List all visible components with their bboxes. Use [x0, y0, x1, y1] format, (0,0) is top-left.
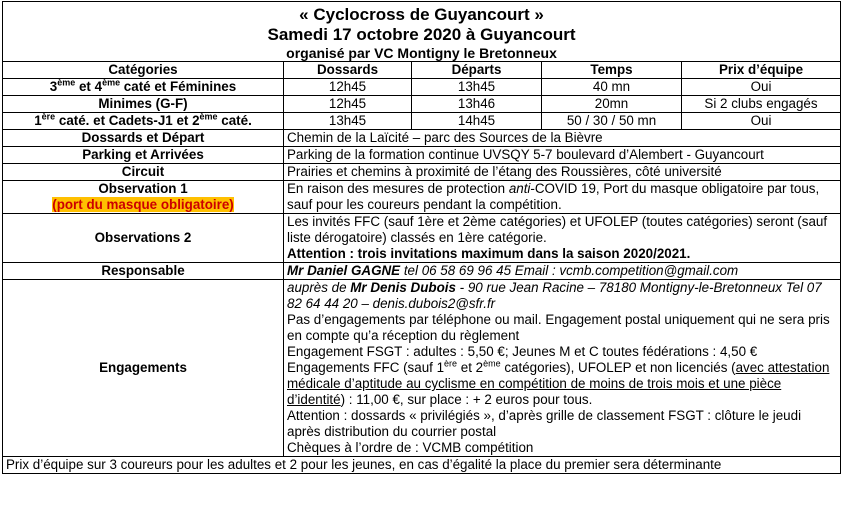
- info-label: Engagements: [3, 280, 284, 457]
- header-temps: Temps: [542, 62, 682, 79]
- category-cell: 1ère caté. et Cadets-J1 et 2ème caté.: [3, 113, 284, 130]
- dossards-cell: 12h45: [284, 96, 412, 113]
- info-value: Prairies et chemins à proximité de l’étang des Roussières, côté université: [284, 164, 841, 181]
- departs-cell: 13h46: [412, 96, 542, 113]
- dossards-cell: 13h45: [284, 113, 412, 130]
- info-value: Parking de la formation continue UVSQY 5-7 boulevard d’Alembert - Guyancourt: [284, 147, 841, 164]
- info-label: Parking et Arrivées: [3, 147, 284, 164]
- responsable-contact: tel 06 58 69 96 45 Email : vcmb.competition@gmail.com: [400, 263, 739, 278]
- info-value: [284, 214, 841, 263]
- info-label: Observations 2: [3, 214, 284, 263]
- info-value: [284, 263, 841, 280]
- header-prix: Prix d’équipe: [682, 62, 841, 79]
- observation-2-warning: Attention : trois invitations maximum dans la saison 2020/2021.: [287, 246, 691, 261]
- prix-cell: Oui: [682, 113, 841, 130]
- footer-row: [3, 457, 841, 474]
- temps-cell: 20mn: [542, 96, 682, 113]
- info-row-observation-1: [3, 181, 841, 214]
- info-value: Chemin de la Laïcité – parc des Sources de la Bièvre: [284, 130, 841, 147]
- engagement-cheques: Chèques à l’ordre de : VCMB compétition: [287, 440, 534, 455]
- mask-highlight: (port du masque obligatoire): [52, 197, 234, 212]
- table-row: [3, 79, 841, 96]
- prix-cell: Oui: [682, 79, 841, 96]
- info-row-parking: [3, 147, 841, 164]
- table-row: [3, 96, 841, 113]
- info-label: [3, 181, 284, 214]
- prix-cell: Si 2 clubs engagés: [682, 96, 841, 113]
- observation-2-text: Les invités FFC (sauf 1ère et 2ème catégories) et UFOLEP (toutes catégories) seront (sauf liste dérogatoire) classés en 1ère catégorie.: [287, 214, 828, 245]
- event-table: [2, 1, 841, 474]
- engagement-ffc: Engagements FFC (sauf 1ère et 2ème catégories), UFOLEP et non licenciés (avec attestation médicale d’aptitude au cyclisme en compétition de moins de trois mois et une pièce d’identité) : 11,00 €, sur place : + 2 euros pour tous.: [287, 358, 830, 407]
- engagement-contact: auprès de Mr Denis Dubois - 90 rue Jean Racine – 78180 Montigny-le-Bretonneux Tel 07 82 64 44 20 – denis.dubois2@sfr.fr: [287, 280, 822, 311]
- info-row-dossards-depart: [3, 130, 841, 147]
- temps-cell: 40 mn: [542, 79, 682, 96]
- event-date: Samedi 17 octobre 2020 à Guyancourt: [267, 25, 576, 44]
- info-value: En raison des mesures de protection anti-COVID 19, Port du masque obligatoire par tous, sauf pour les coureurs pendant la compétition.: [284, 181, 841, 214]
- header-categories: Catégories: [3, 62, 284, 79]
- info-row-circuit: [3, 164, 841, 181]
- footer-note: Prix d’équipe sur 3 coureurs pour les adultes et 2 pour les jeunes, en cas d’égalité la place du premier sera déterminante: [3, 457, 841, 474]
- category-cell: 3ème et 4ème caté et Féminines: [3, 79, 284, 96]
- temps-cell: 50 / 30 / 50 mn: [542, 113, 682, 130]
- header-row: [3, 62, 841, 79]
- title-row: [3, 2, 841, 62]
- info-row-responsable: [3, 263, 841, 280]
- info-label: Dossards et Départ: [3, 130, 284, 147]
- responsable-name: Mr Daniel GAGNE: [287, 263, 401, 278]
- event-title: « Cyclocross de Guyancourt »: [299, 5, 544, 24]
- table-row: [3, 113, 841, 130]
- engagement-postal: Pas d’engagements par téléphone ou mail. Engagement postal uniquement qui ne sera pris en compte qu’a réception du règlement: [287, 312, 830, 343]
- observation-1-label: Observation 1: [98, 181, 188, 196]
- header-departs: Départs: [412, 62, 542, 79]
- dossards-cell: 12h45: [284, 79, 412, 96]
- event-organizer: organisé par VC Montigny le Bretonneux: [286, 45, 557, 61]
- info-row-engagements: [3, 280, 841, 457]
- info-label: Responsable: [3, 263, 284, 280]
- title-cell: [3, 2, 841, 62]
- departs-cell: 13h45: [412, 79, 542, 96]
- engagement-fsgt: Engagement FSGT : adultes : 5,50 €; Jeunes M et C toutes fédérations : 4,50 €: [287, 344, 758, 359]
- category-cell: Minimes (G-F): [3, 96, 284, 113]
- info-value: [284, 280, 841, 457]
- info-label: Circuit: [3, 164, 284, 181]
- engagement-attention: Attention : dossards « privilégiés », d’après grille de classement FSGT : clôture le jeudi après distribution du courrier postal: [287, 408, 802, 439]
- departs-cell: 14h45: [412, 113, 542, 130]
- info-row-observation-2: [3, 214, 841, 263]
- header-dossards: Dossards: [284, 62, 412, 79]
